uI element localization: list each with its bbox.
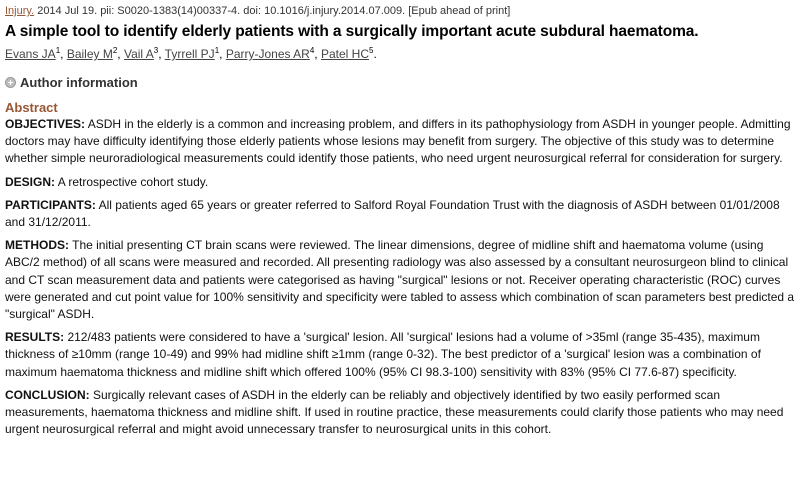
- author-link[interactable]: Patel HC: [320, 47, 369, 61]
- expand-plus-icon[interactable]: [5, 77, 16, 88]
- author-affiliation-number: 3: [153, 46, 159, 55]
- section-text: ASDH in the elderly is a common and increasing problem, and differs in its pathophysiology from ASDH in younger people. Admitting doctors may have difficulty identifying those elderly patients whose lesions may benefit from surgery. The objective of this study was to determine whether simple neuroradiological measurements could identify those patients, who need urgent neurosurgical referral for consideration for surgery.: [5, 117, 791, 166]
- section-text: All patients aged 65 years or greater referred to Salford Royal Foundation Trust with the diagnosis of ASDH between 01/01/2008 and 31/12/2011.: [5, 197, 780, 230]
- section-text: 212/483 patients were considered to have a 'surgical' lesion. All 'surgical' lesions had a volume of >35ml (range 35-435), maximum thickness of ≥10mm (range 10-49) and 99% had midline shift ≥1mm (range 0-32). The best predictor of a 'surgical' lesion was a combination of maximum haematoma thickness and midline shift which offered 100% (95% CI 98.3-100) sensitivity with 83% (95% CI 77.6-87) specificity.: [5, 330, 761, 379]
- author-list: Evans $JA^1$, Bailey $M^2$, Vail $A^3$, Tyrrell $PJ^1$, Parry-Jones $AR^4$, Patel $HC^5$.: [5, 46, 377, 61]
- author-information-label: Author information: [20, 74, 138, 90]
- author-affiliation-number: 2: [112, 46, 118, 55]
- author-affiliation-number: 1: [214, 46, 220, 55]
- author-link[interactable]: Parry-Jones AR: [225, 47, 310, 61]
- section-text: Surgically relevant cases of ASDH in the elderly can be reliably and objectively identified by two easily performed scan measurements, haematoma thickness and midline shift. If used in routine practice, these measurements could clarify those patients who may need urgent neurosurgical referral and might avoid unnecessary transfer to neurosurgical units in this cohort.: [5, 387, 784, 437]
- section-label: OBJECTIVES:: [5, 117, 86, 131]
- author-link[interactable]: Evans JA: [5, 47, 56, 61]
- section-label: METHODS:: [5, 238, 69, 253]
- section-label: CONCLUSION:: [5, 387, 90, 402]
- citation-details: 2014 Jul 19. pii: S0020-1383(14)00337-4. doi: 10.1016/j.injury.2014.07.009. [Epub ahead of print]: [34, 5, 511, 17]
- section-text: A retrospective cohort study.: [55, 174, 209, 189]
- abstract-body: [5, 116, 800, 438]
- citation-line: [5, 3, 800, 19]
- abstract-heading: Abstract: [5, 100, 58, 115]
- author-link[interactable]: Bailey M: [66, 47, 113, 61]
- abstract-section-conclusion: [5, 387, 800, 439]
- journal-link[interactable]: Injury.: [5, 5, 35, 17]
- abstract-section-participants: [5, 197, 800, 231]
- abstract-section-results: [5, 329, 800, 381]
- author-affiliation-number: 1: [55, 46, 61, 55]
- article-page: [5, 0, 800, 444]
- author-link[interactable]: Tyrrell PJ: [164, 47, 215, 61]
- author-affiliation-number: 4: [309, 46, 315, 55]
- author-affiliation-number: 5: [369, 46, 374, 55]
- section-label: DESIGN:: [5, 174, 56, 189]
- abstract-section-design: [5, 174, 800, 191]
- abstract-section-objectives: [5, 116, 800, 168]
- abstract-section-methods: [5, 237, 800, 323]
- section-text: The initial presenting CT brain scans were reviewed. The linear dimensions, degree of midline shift and haematoma volume (using ABC/2 method) of all scans were measured and recorded. All presenting radiology was also assessed by a consultant neurosurgeon blind to clinical and CT scan measurement data and patients were categorised as having "surgical" lesions or not. Receiver operating characteristic (ROC) curves were generated and cut point value for 100% sensitivity and specificity were tabled to assess which combination of scan parameters best predicted a "surgical" ASDH.: [5, 238, 795, 322]
- section-label: PARTICIPANTS:: [5, 197, 96, 212]
- author-link[interactable]: Vail A: [123, 47, 154, 61]
- author-information-toggle[interactable]: [5, 72, 800, 92]
- article-title: A simple tool to identify elderly patients with a surgically important acute subdural haematoma.: [5, 23, 699, 40]
- section-label: RESULTS:: [5, 330, 65, 345]
